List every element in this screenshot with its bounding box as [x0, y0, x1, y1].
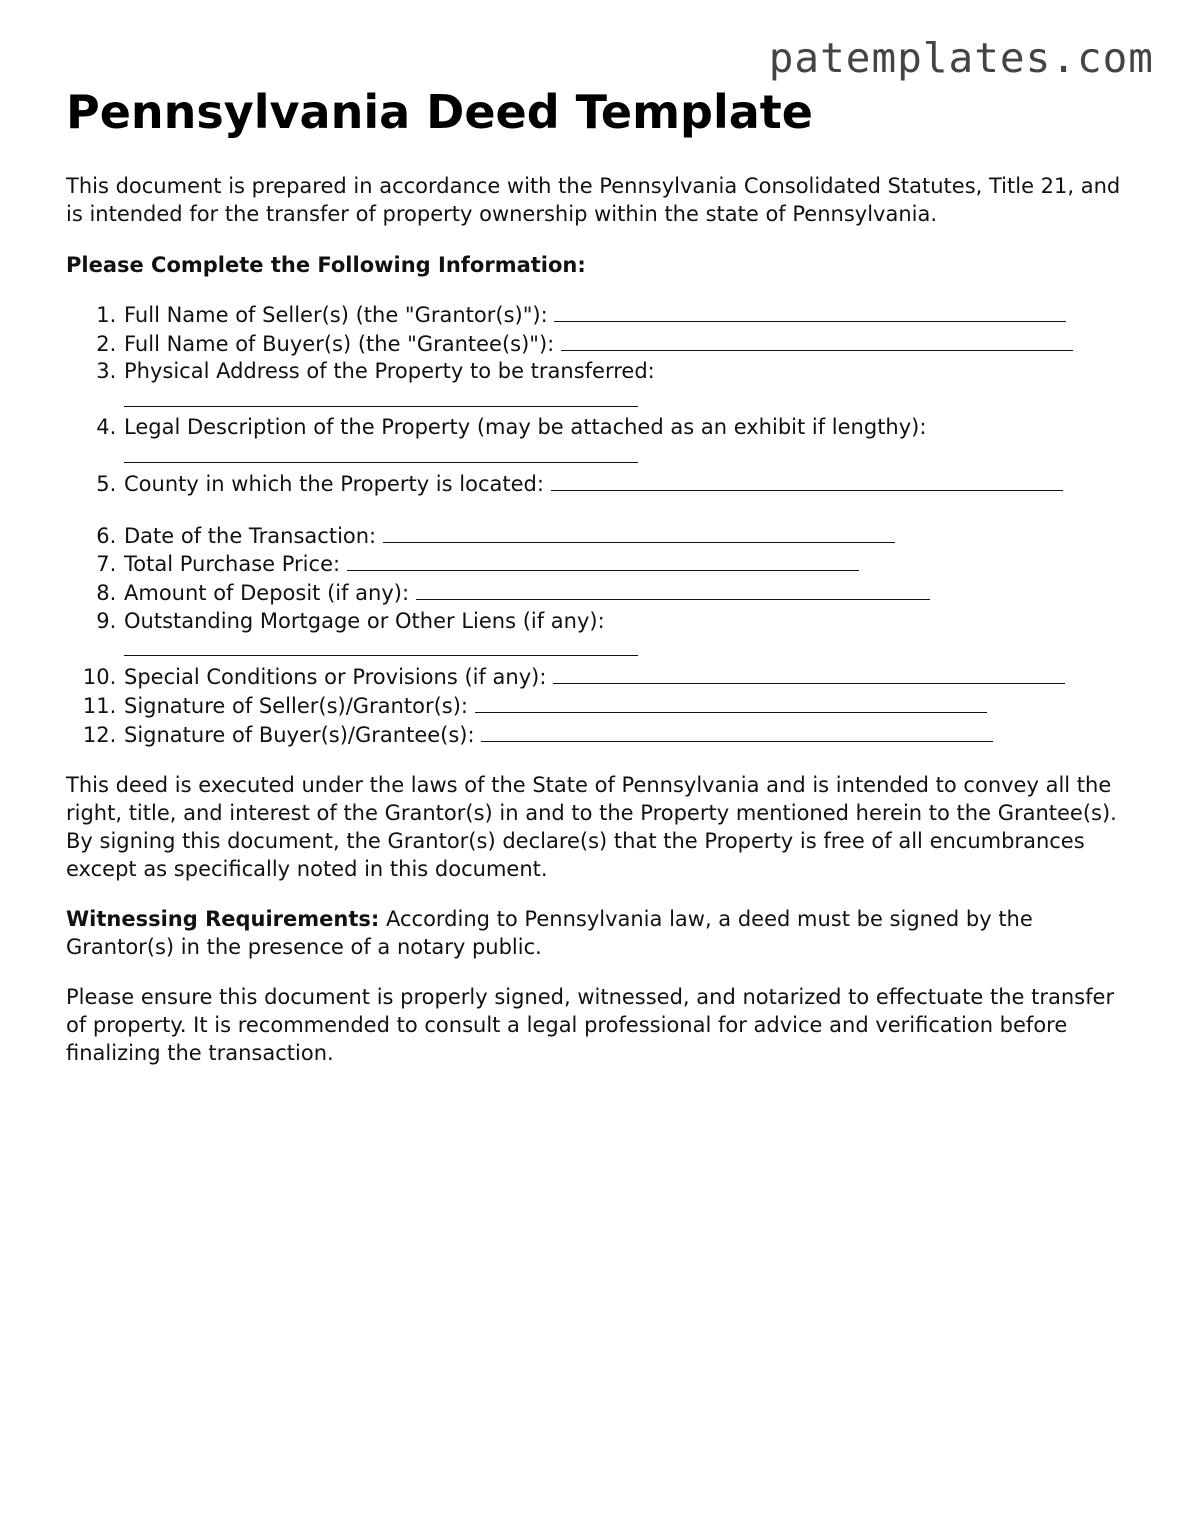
seller-signature-blank[interactable]	[475, 692, 987, 713]
field-label: Special Conditions or Provisions (if any):	[124, 665, 547, 690]
field-county	[123, 470, 1126, 499]
document-page	[66, 80, 1126, 1067]
buyer-name-blank[interactable]	[561, 330, 1073, 351]
field-label: Legal Description of the Property (may be attached as an exhibit if lengthy):	[124, 415, 927, 440]
field-mortgage-liens	[123, 608, 1126, 657]
field-label: Physical Address of the Property to be transferred:	[124, 359, 655, 384]
purchase-price-blank[interactable]	[347, 550, 859, 571]
field-label: Total Purchase Price:	[124, 552, 341, 577]
field-label: County in which the Property is located:	[124, 471, 544, 496]
field-label: Full Name of Buyer(s) (the "Grantee(s)"):	[124, 331, 555, 356]
form-fields-list	[66, 301, 1126, 749]
field-label: Outstanding Mortgage or Other Liens (if any):	[124, 608, 605, 633]
special-conditions-blank[interactable]	[553, 663, 1065, 684]
field-special-conditions	[123, 663, 1126, 692]
buyer-signature-blank[interactable]	[481, 721, 993, 742]
property-address-blank[interactable]	[124, 386, 638, 407]
field-buyer-name	[123, 330, 1126, 359]
field-seller-name	[123, 301, 1126, 330]
field-property-address	[123, 358, 1126, 407]
form-heading: Please Complete the Following Information:	[66, 253, 586, 277]
field-transaction-date	[123, 522, 1126, 551]
page-title: Pennsylvania Deed Template	[66, 85, 813, 139]
field-buyer-signature	[123, 721, 1126, 750]
field-label: Amount of Deposit (if any):	[124, 580, 410, 605]
field-seller-signature	[123, 692, 1126, 721]
field-purchase-price	[123, 550, 1126, 579]
closing-paragraph: This deed is executed under the laws of the State of Pennsylvania and is intended to convey all the right, title, and interest of the Grantor(s) in and to the Property mentioned herein to the Grantee(s). By signing this document, the Grantor(s) declare(s) that the Property is free of all encumbrances except as specifically noted in this document.	[66, 773, 1117, 882]
field-label: Full Name of Seller(s) (the "Grantor(s)"):	[124, 303, 548, 327]
final-note-paragraph: Please ensure this document is properly signed, witnessed, and notarized to effectuate the transfer of property. It is recommended to consult a legal professional for advice and verification before finalizing the transaction.	[66, 985, 1115, 1066]
legal-description-blank[interactable]	[124, 442, 638, 463]
mortgage-liens-blank[interactable]	[124, 635, 638, 656]
county-blank[interactable]	[551, 470, 1063, 491]
transaction-date-blank[interactable]	[383, 522, 895, 543]
watermark: patemplates.com	[768, 34, 1154, 82]
intro-paragraph: This document is prepared in accordance with the Pennsylvania Consolidated Statutes, Title 21, and is intended for the transfer of property ownership within the state of Pennsylvania.	[66, 174, 1121, 226]
deposit-amount-blank[interactable]	[416, 579, 930, 600]
field-label: Signature of Buyer(s)/Grantee(s):	[124, 722, 475, 747]
seller-name-blank[interactable]	[554, 301, 1066, 322]
witnessing-paragraph	[66, 905, 1126, 961]
field-deposit-amount	[123, 579, 1126, 608]
field-label: Date of the Transaction:	[124, 523, 377, 548]
field-legal-description	[123, 414, 1126, 463]
witnessing-label: Witnessing Requirements:	[66, 907, 380, 932]
witnessing-text: According to Pennsylvania law, a deed must be signed by the Grantor(s) in the presence of a notary public.	[66, 907, 1033, 960]
field-label: Signature of Seller(s)/Grantor(s):	[124, 694, 468, 719]
